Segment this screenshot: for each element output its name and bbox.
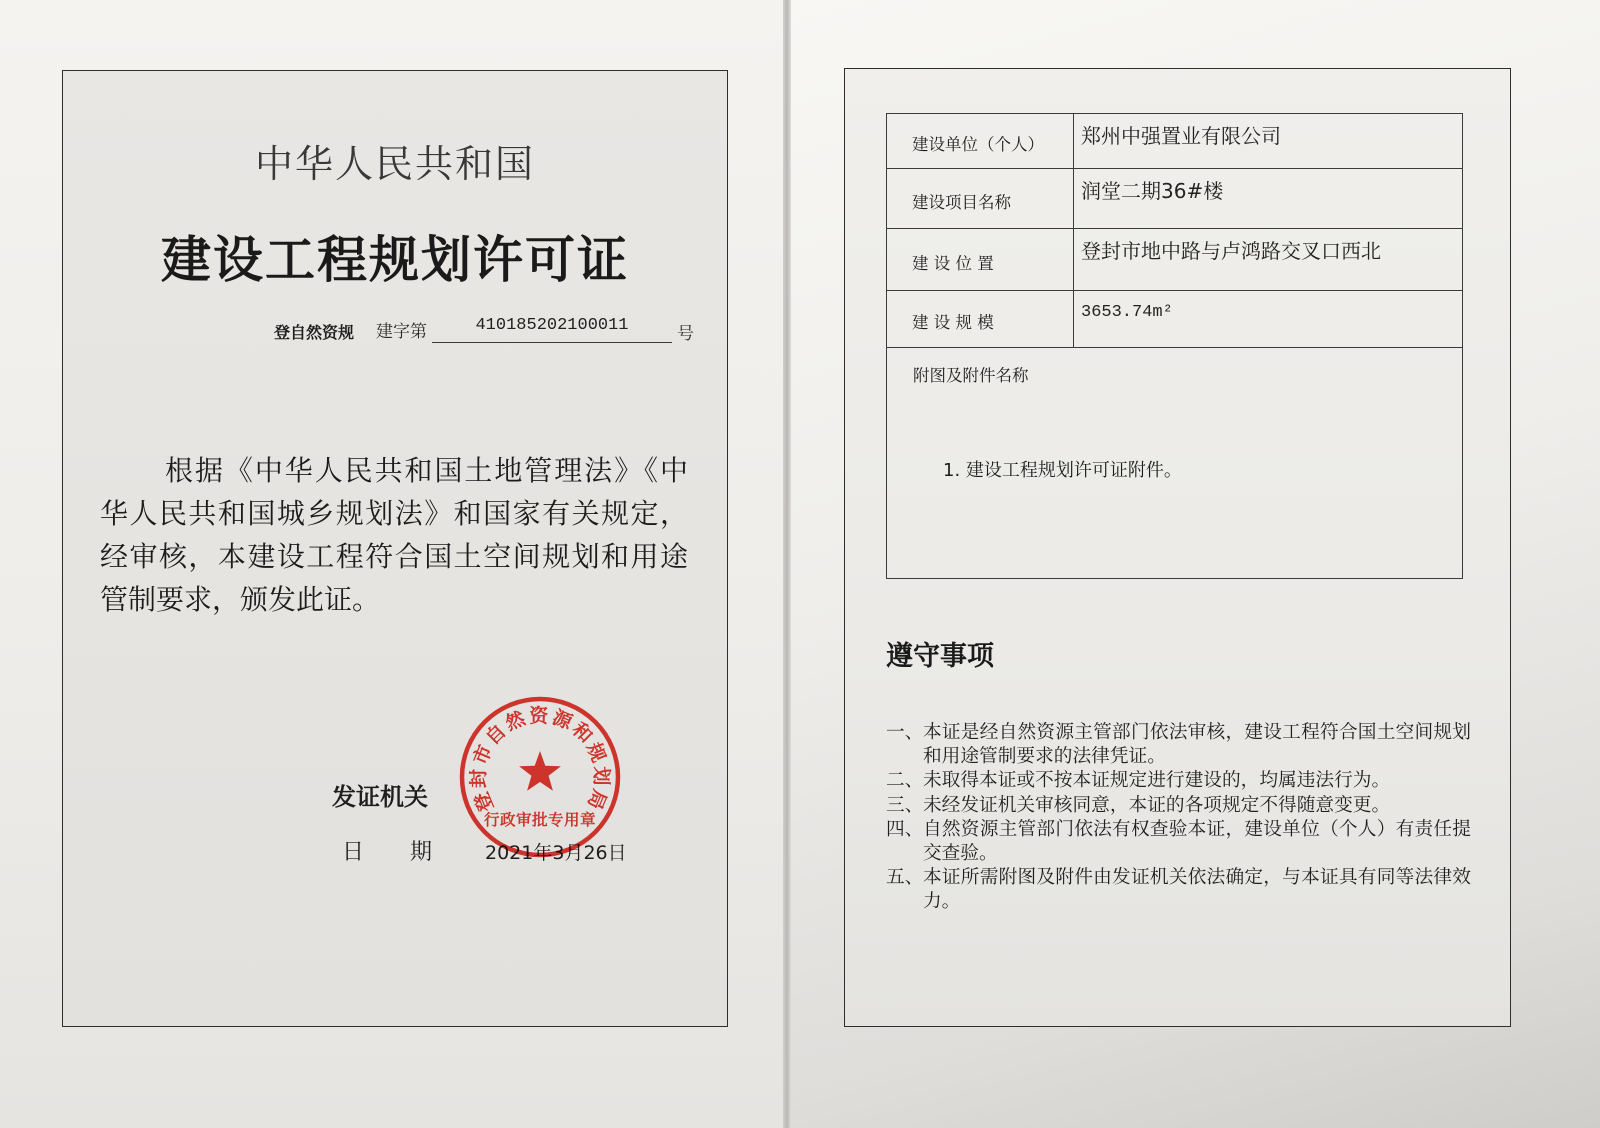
certificate-number: 410185202100011 <box>432 313 672 343</box>
notice-item <box>886 818 1476 866</box>
project-name-label: 建设项目名称 <box>887 169 1074 229</box>
notice-item <box>886 721 1476 769</box>
permit-info-table <box>886 113 1463 579</box>
construction-unit-value: 郑州中强置业有限公司 <box>1074 114 1463 169</box>
notice-title: 遵守事项 <box>886 641 994 672</box>
notice-item <box>886 769 1476 793</box>
attachments-label: 附图及附件名称 <box>913 366 1029 385</box>
seal-star-icon <box>519 751 561 791</box>
statement-line: 管制要求，颁发此证。 <box>100 583 381 616</box>
notice-text: 未经发证机关审核同意，本证的各项规定不得随意变更。 <box>923 794 1391 816</box>
official-seal <box>450 687 630 867</box>
table-row <box>887 291 1463 348</box>
notice-number: 四、 <box>886 818 924 840</box>
construction-unit-label: 建设单位（个人） <box>887 114 1074 169</box>
scale-label: 建 设 规 模 <box>887 291 1074 348</box>
location-label: 建 设 位 置 <box>887 229 1074 291</box>
country-name: 中华人民共和国 <box>254 142 535 186</box>
attachments-cell <box>887 348 1463 579</box>
scale-value: 3653.74m² <box>1074 291 1463 348</box>
notice-number: 三、 <box>886 794 924 816</box>
table-row <box>887 114 1463 169</box>
notice-number: 二、 <box>886 770 924 792</box>
notice-number: 一、 <box>886 722 924 743</box>
issuing-authority-label: 发证机关 <box>332 783 428 811</box>
table-row <box>887 348 1463 579</box>
seal-arc-text-path: 登封市自然资源和规划局 <box>467 704 613 815</box>
table-row <box>887 169 1463 229</box>
notice-item <box>886 794 1476 818</box>
notice-text: 本证所需附图及附件由发证机关依法确定，与本证具有同等法律效力。 <box>923 867 1471 913</box>
project-name-value: 润堂二期36#楼 <box>1074 169 1463 229</box>
certificate-title: 建设工程规划许可证 <box>161 231 629 289</box>
notice-text: 未取得本证或不按本证规定进行建设的，均属违法行为。 <box>923 770 1391 792</box>
statement-line: 经审核，本建设工程符合国土空间规划和用途 <box>100 540 688 573</box>
notice-text: 自然资源主管部门依法有权查验本证，建设单位（个人）有责任提交查验。 <box>923 818 1471 865</box>
page-fold <box>783 0 791 1128</box>
date-label: 日期 <box>342 840 479 865</box>
notice-text: 本证是经自然资源主管部门依法审核，建设工程符合国土空间规划和用途管制要求的法律凭证。 <box>923 722 1471 768</box>
location-value: 登封市地中路与卢鸿路交叉口西北 <box>1074 229 1463 291</box>
notice-number: 五、 <box>886 867 924 889</box>
certificate-number-suffix: 号 <box>677 324 694 344</box>
table-row <box>887 229 1463 291</box>
notice-list <box>886 721 1476 915</box>
certificate-statement <box>100 449 688 621</box>
certificate-number-prefix: 登自然资规 <box>274 323 355 342</box>
seal-center-text: 行政审批专用章 <box>483 811 597 829</box>
attachments-list <box>913 460 1462 482</box>
certificate-number-label: 建字第 <box>376 322 427 342</box>
statement-line: 华人民共和国城乡规划法》和国家有关规定， <box>100 497 688 530</box>
issue-date: 2021年3月26日 <box>485 842 627 864</box>
attachment-item: 1. 建设工程规划许可证附件。 <box>943 460 1182 481</box>
notice-item <box>886 866 1476 914</box>
statement-line: 根据《中华人民共和国土地管理法》《中 <box>165 454 688 487</box>
